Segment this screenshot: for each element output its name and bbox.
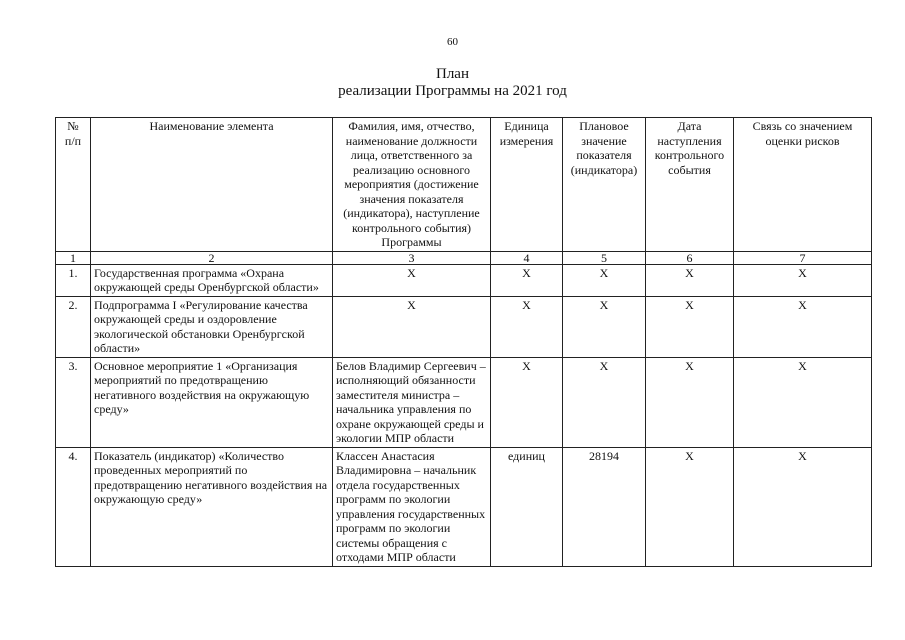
row-number: 3.: [56, 357, 91, 447]
risk-link: X: [734, 447, 872, 566]
event-date: X: [646, 264, 734, 296]
element-name: Государственная программа «Охрана окружающей среды Оренбургской области»: [91, 264, 333, 296]
column-number: 5: [563, 251, 646, 264]
header-num: № п/п: [56, 118, 91, 252]
header-unit: Единица измерения: [491, 118, 563, 252]
table-row: [56, 447, 872, 566]
risk-link: X: [734, 264, 872, 296]
page-number: 60: [447, 36, 458, 48]
event-date: X: [646, 357, 734, 447]
header-responsible: Фамилия, имя, отчество, наименование должности лица, ответственного за реализацию основного мероприятия (достижение значения показателя (индикатора), наступление контрольного события) Программы: [333, 118, 491, 252]
element-name: Подпрограмма I «Регулирование качества окружающей среды и оздоровление экологической обстановки Оренбургской области»: [91, 296, 333, 357]
responsible-person: X: [333, 296, 491, 357]
unit: X: [491, 296, 563, 357]
responsible-person: Классен Анастасия Владимировна – начальник отдела государственных программ по экологии управления государственных программ по экологии системы обращения с отходами МПР области: [333, 447, 491, 566]
title-line-1: План: [435, 66, 469, 82]
column-number: 7: [734, 251, 872, 264]
unit: единиц: [491, 447, 563, 566]
event-date: X: [646, 296, 734, 357]
risk-link: X: [734, 357, 872, 447]
responsible-person: Белов Владимир Сергеевич – исполняющий обязанности заместителя министра – начальника управления по охране окружающей среды и экологии МПР области: [333, 357, 491, 447]
header-row: [56, 118, 872, 252]
table-row: [56, 357, 872, 447]
element-name: Основное мероприятие 1 «Организация мероприятий по предотвращению негативного воздействия на окружающую среду»: [91, 357, 333, 447]
column-number: 2: [91, 251, 333, 264]
unit: X: [491, 264, 563, 296]
column-number: 3: [333, 251, 491, 264]
table-row: [56, 296, 872, 357]
risk-link: X: [734, 296, 872, 357]
column-number: 6: [646, 251, 734, 264]
unit: X: [491, 357, 563, 447]
header-date: Дата наступления контрольного события: [646, 118, 734, 252]
column-number: 4: [491, 251, 563, 264]
row-number: 4.: [56, 447, 91, 566]
column-number-row: [56, 251, 872, 264]
header-risk: Связь со значением оценки рисков: [734, 118, 872, 252]
responsible-person: X: [333, 264, 491, 296]
header-plan-value: Плановое значение показателя (индикатора): [563, 118, 646, 252]
plan-value: 28194: [563, 447, 646, 566]
column-number: 1: [56, 251, 91, 264]
table-row: [56, 264, 872, 296]
event-date: X: [646, 447, 734, 566]
element-name: Показатель (индикатор) «Количество проведенных мероприятий по предотвращению негативного воздействия на окружающую среду»: [91, 447, 333, 566]
row-number: 2.: [56, 296, 91, 357]
title-line-2: реализации Программы на 2021 год: [338, 83, 567, 99]
row-number: 1.: [56, 264, 91, 296]
plan-value: X: [563, 357, 646, 447]
plan-table: [55, 117, 872, 567]
plan-value: X: [563, 296, 646, 357]
document-title: [0, 66, 905, 100]
header-name: Наименование элемента: [91, 118, 333, 252]
plan-value: X: [563, 264, 646, 296]
